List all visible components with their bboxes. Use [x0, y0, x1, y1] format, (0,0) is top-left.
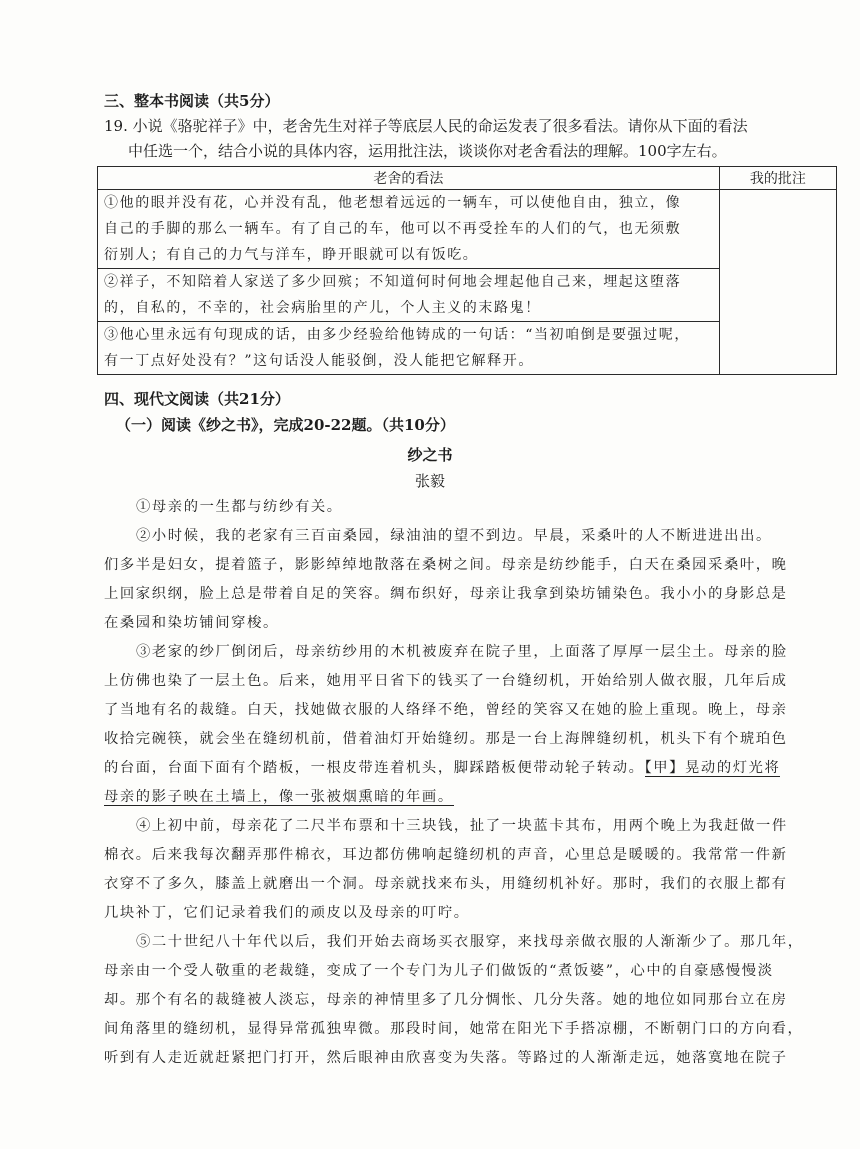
table-header-row	[98, 167, 837, 190]
col-header-opinion: 老舍的看法	[98, 167, 720, 190]
marked-sentence-jia: 【甲】晃动的灯光将	[644, 760, 781, 776]
table-row	[98, 190, 837, 269]
opinion-cell-1: ①他的眼并没有花，心并没有乱，他老想着远远的一辆车，可以使他自由，独立，像 自己的手脚的那么一辆车。有了自己的车，他可以不再受拴车的人们的气，也无须敷 衍别人；有自己的力气与洋车，睁开眼就可以有饭吃。	[98, 190, 720, 269]
article-paragraph-4: ④上初中前，母亲花了二尺半布票和十三块钱，扯了一块蓝卡其布，用两个晚上为我赶做一件 棉衣。后来我每次翻弄那件棉衣，耳边都仿佛响起缝纫机的声音，心里总是暖暖的。我常常一件新 衣穿不了多久，膝盖上就磨出一个洞。母亲就找来布头，用缝纫机补好。那时，我们的衣服上都有 几块补丁，它们记录着我们的顽皮以及母亲的叮咛。	[104, 818, 788, 921]
article-author: 张毅	[414, 472, 445, 490]
section-4-sub-heading: （一）阅读《纱之书》，完成20-22题。（共10分）	[116, 416, 455, 434]
opinion-cell-2: ②祥子，不知陪着人家送了多少回殡；不知道何时何地会埋起他自己来，埋起这堕落 的，自私的，不幸的，社会病胎里的产儿，个人主义的末路鬼！	[98, 269, 720, 322]
question-19-line-1: 19. 小说《骆驼祥子》中，老舍先生对祥子等底层人民的命运发表了很多看法。请你从下面的看法	[104, 117, 748, 135]
annotation-cell[interactable]	[719, 190, 836, 375]
article-paragraph-2: ②小时候，我的老家有三百亩桑园，绿油油的望不到边。早晨，采桑叶的人不断进进出出。 们多半是妇女，提着篮子，影影绰绰地散落在桑树之间。母亲是纺纱能手，白天在桑园采桑叶，晚 上回家织纲，脸上总是带着自足的笑容。绸布织好，母亲让我拿到染坊铺染色。我小小的身影总是 在桑园和染坊铺间穿梭。	[104, 528, 788, 631]
article-paragraph-1: ①母亲的一生都与纺纱有关。	[136, 499, 343, 515]
article-paragraph-3: ③老家的纱厂倒闭后，母亲纺纱用的木机被废弃在院子里，上面落了厚厚一层尘土。母亲的脸 上仿佛也染了一层土色。后来，她用平日省下的钱买了一台缝纫机，开始给别人做衣服，几年后成 了当地有名的裁缝。白天，找她做衣服的人络绎不绝，曾经的笑容又在她的脸上重现。晚上，母亲 收拾完碗筷，就会坐在缝纫机前，借着油灯开始缝纫。那是一台上海牌缝纫机，机头下有个琥珀色 的台面，台面下面有个踏板，一根皮带连着机头，脚踩踏板便带动轮子转动。【甲】晃动的灯光将 母亲的影子映在土墙上，像一张被烟熏暗的年画。	[104, 644, 788, 805]
article-title: 纱之书	[407, 446, 453, 464]
marked-sentence-jia-end: 母亲的影子映在土墙上，像一张被烟熏暗的年画。	[104, 789, 454, 805]
question-19-line-2: 中任选一个，结合小说的具体内容，运用批注法，谈谈你对老舍看法的理解。100字左右。	[128, 142, 727, 160]
article-paragraph-5: ⑤二十世纪八十年代以后，我们开始去商场买衣服穿，来找母亲做衣服的人渐渐少了。那几年， 母亲由一个受人敬重的老裁缝，变成了一个专门为儿子们做饭的“煮饭婆”，心中的自豪感慢慢淡 却。那个有名的裁缝被人淡忘，母亲的神情里多了几分惆怅、几分失落。她的地位如同那台立在房 间角落里的缝纫机，显得异常孤独卑微。那段时间，她常在阳光下手搭凉棚，不断朝门口的方向看， 听到有人走近就赶紧把门打开，然后眼神由欣喜变为失落。等路过的人渐渐走远，她落寞地在院子	[104, 934, 804, 1066]
col-header-annotation: 我的批注	[719, 167, 836, 190]
opinion-table	[97, 166, 837, 375]
section-3-heading: 三、整本书阅读（共5分）	[104, 92, 280, 110]
section-4-heading: 四、现代文阅读（共21分）	[104, 390, 290, 408]
opinion-cell-3: ③他心里永远有句现成的话，由多少经验给他铸成的一句话：“当初咱倒是要强过呢， 有一丁点好处没有？”这句话没人能驳倒，没人能把它解释开。	[98, 322, 720, 375]
